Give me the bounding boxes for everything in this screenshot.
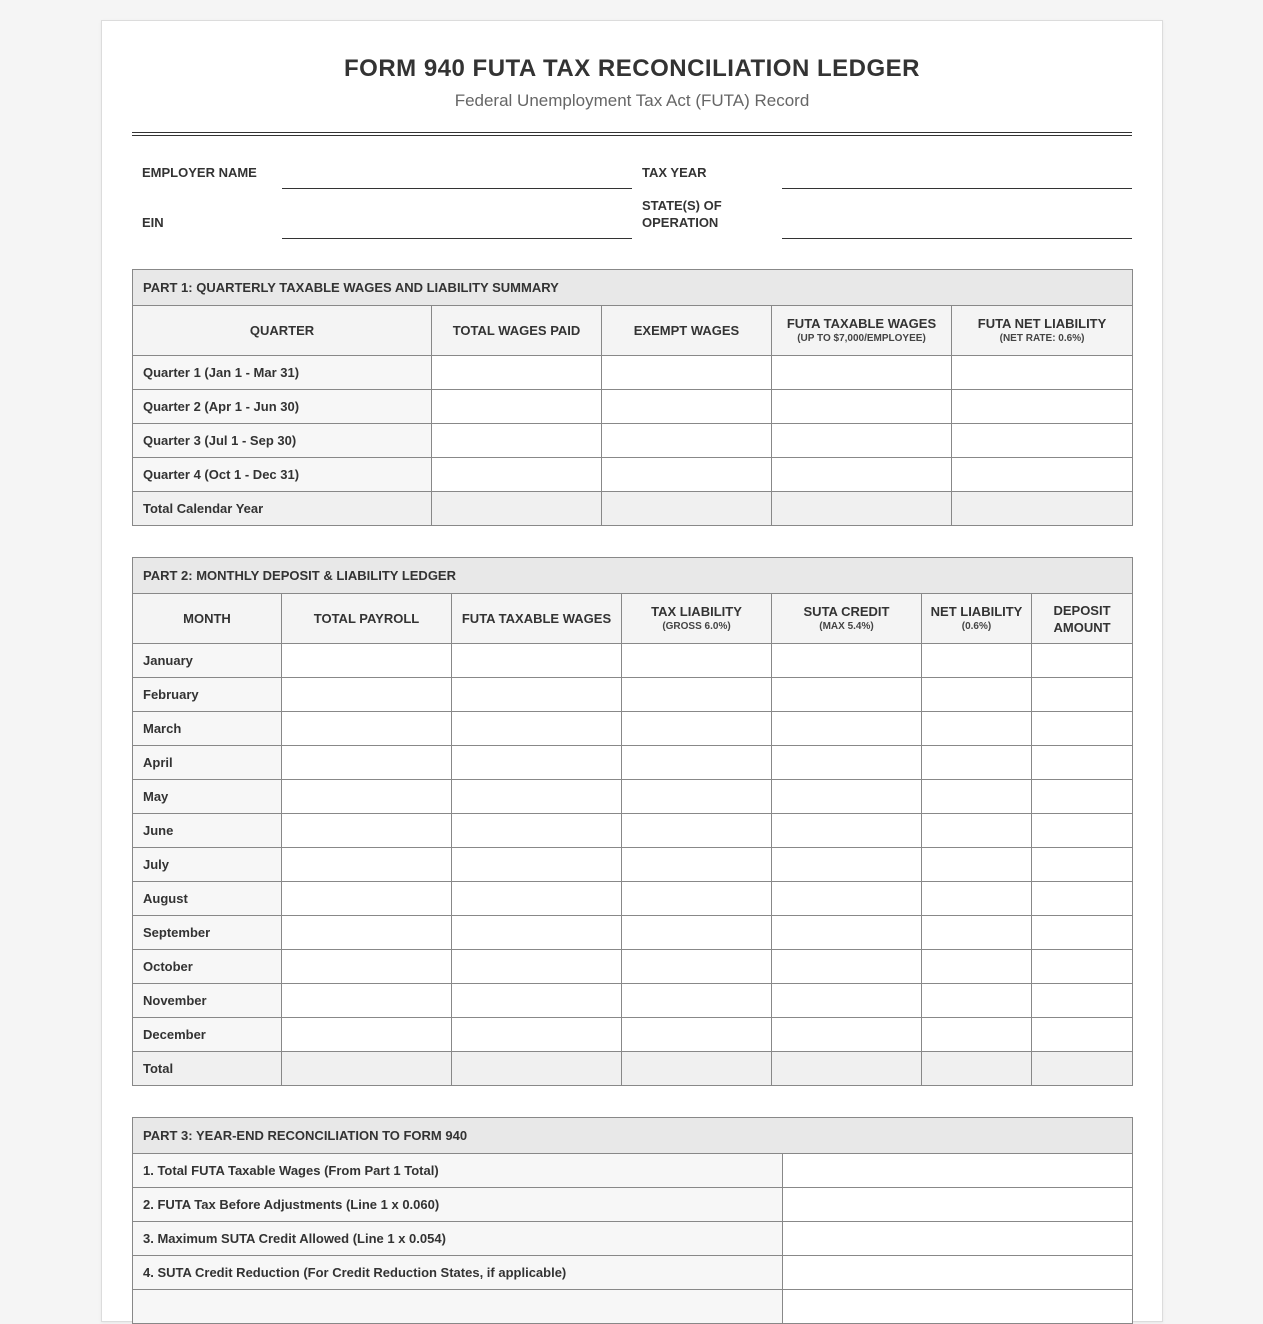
table-row [133,678,1133,712]
entry-cell[interactable] [952,390,1133,424]
entry-cell[interactable] [783,1188,1133,1222]
entry-cell[interactable] [622,678,772,712]
total-cell[interactable] [432,492,602,526]
row-label: February [133,678,282,712]
entry-cell[interactable] [772,984,922,1018]
form-subtitle: Federal Unemployment Tax Act (FUTA) Record [454,91,810,110]
entry-cell[interactable] [772,458,952,492]
row-label: March [133,712,282,746]
row-label: Total Calendar Year [133,492,432,526]
col-futa-net-liability [952,306,1133,356]
entry-cell[interactable] [922,746,1032,780]
entry-cell[interactable] [622,780,772,814]
entry-cell[interactable] [1032,814,1133,848]
col-futa-taxable-wages-label: FUTA TAXABLE WAGES [786,316,937,331]
row-label: Quarter 3 (Jul 1 - Sep 30) [133,424,432,458]
row-label: Quarter 2 (Apr 1 - Jun 30) [133,390,432,424]
table-row [133,848,1133,882]
part2-rows [133,644,1133,1086]
entry-cell[interactable] [922,712,1032,746]
entry-cell[interactable] [432,390,602,424]
entry-cell[interactable] [622,984,772,1018]
employer-name-label: EMPLOYER NAME [142,165,257,180]
row-label: December [133,1018,282,1052]
entry-cell[interactable] [772,814,922,848]
total-cell[interactable] [772,492,952,526]
table-row [133,1222,1133,1256]
table-row [133,984,1133,1018]
entry-cell[interactable] [602,390,772,424]
entry-cell[interactable] [922,678,1032,712]
table-row [133,390,1133,424]
row-label: May [133,780,282,814]
entry-cell[interactable] [452,644,622,678]
entry-cell[interactable] [622,1018,772,1052]
entry-cell[interactable] [282,814,452,848]
entry-cell[interactable] [432,458,602,492]
total-cell[interactable] [772,1052,922,1086]
form-page [101,20,1163,1322]
row-label: October [133,950,282,984]
entry-cell[interactable] [282,916,452,950]
entry-cell[interactable] [922,950,1032,984]
table-row [133,950,1133,984]
total-row [133,492,1133,526]
ein-field[interactable] [282,238,632,239]
entry-cell[interactable] [772,780,922,814]
entry-cell[interactable] [772,746,922,780]
entry-cell[interactable] [452,712,622,746]
ein-label: EIN [142,215,164,230]
total-cell[interactable] [452,1052,622,1086]
entry-cell[interactable] [1032,916,1133,950]
col-suta-credit [772,594,922,644]
entry-cell[interactable] [282,644,452,678]
table-row [133,1188,1133,1222]
col-quarter [133,306,432,356]
form-title: FORM 940 FUTA TAX RECONCILIATION LEDGER [344,55,920,82]
entry-cell[interactable] [783,1154,1133,1188]
entry-cell[interactable] [622,848,772,882]
states-field[interactable] [782,238,1132,239]
row-label: August [133,882,282,916]
col-suta-credit-sub: (MAX 5.4%) [819,621,874,632]
entry-cell[interactable] [622,814,772,848]
table-row [133,882,1133,916]
entry-cell[interactable] [772,916,922,950]
entry-cell[interactable] [772,882,922,916]
entry-cell[interactable] [1032,848,1133,882]
row-label: 2. FUTA Tax Before Adjustments (Line 1 x 0.060) [133,1188,783,1222]
entry-cell[interactable] [922,916,1032,950]
table-row [133,814,1133,848]
entry-cell[interactable] [952,424,1133,458]
row-label: 4. SUTA Credit Reduction (For Credit Reduction States, if applicable) [133,1256,783,1290]
total-cell[interactable] [282,1052,452,1086]
entry-cell[interactable] [622,950,772,984]
part1-title: PART 1: QUARTERLY TAXABLE WAGES AND LIABILITY SUMMARY [133,270,1133,306]
entry-cell[interactable] [772,390,952,424]
col-futa-taxable-wages [452,594,622,644]
table-row [133,746,1133,780]
entry-cell[interactable] [922,1018,1032,1052]
col-tax-liability-label: TAX LIABILITY [651,604,742,619]
col-tax-liability-sub: (GROSS 6.0%) [662,621,731,632]
entry-cell[interactable] [772,644,922,678]
entry-cell[interactable] [452,848,622,882]
col-deposit-amount-label: DEPOSIT AMOUNT [1053,602,1111,635]
entry-cell[interactable] [772,678,922,712]
entry-cell[interactable] [1032,746,1133,780]
col-net-liability [922,594,1032,644]
table-row [133,1018,1133,1052]
entry-cell[interactable] [282,678,452,712]
entry-cell[interactable] [783,1290,1133,1324]
col-total-wages-paid-label: TOTAL WAGES PAID [452,323,581,338]
col-futa-net-liability-sub: (NET RATE: 0.6%) [999,333,1085,344]
part2-title: PART 2: MONTHLY DEPOSIT & LIABILITY LEDGER [133,558,1133,594]
row-label: July [133,848,282,882]
table-row [133,1154,1133,1188]
total-cell[interactable] [622,1052,772,1086]
row-label: April [133,746,282,780]
table-row [133,644,1133,678]
entry-cell[interactable] [922,984,1032,1018]
table-row [133,712,1133,746]
col-total-payroll-label: TOTAL PAYROLL [313,611,420,626]
entry-cell[interactable] [922,814,1032,848]
entry-cell[interactable] [452,984,622,1018]
col-futa-taxable-wages-label: FUTA TAXABLE WAGES [461,611,612,626]
row-label [133,1290,783,1324]
entry-cell[interactable] [282,780,452,814]
col-futa-taxable-wages [772,306,952,356]
part3-title: PART 3: YEAR-END RECONCILIATION TO FORM 940 [133,1118,1133,1154]
entry-cell[interactable] [772,712,922,746]
entry-cell[interactable] [1032,644,1133,678]
entry-cell[interactable] [1032,950,1133,984]
entry-cell[interactable] [452,950,622,984]
table-row [133,458,1133,492]
row-label: June [133,814,282,848]
entry-cell[interactable] [922,848,1032,882]
entry-cell[interactable] [452,916,622,950]
entry-cell[interactable] [1032,984,1133,1018]
entry-cell[interactable] [452,746,622,780]
part3-table [132,1117,1133,1324]
entry-cell[interactable] [282,746,452,780]
total-row [133,1052,1133,1086]
total-cell[interactable] [602,492,772,526]
entry-cell[interactable] [622,746,772,780]
total-cell[interactable] [952,492,1133,526]
entry-cell[interactable] [432,424,602,458]
entry-cell[interactable] [1032,780,1133,814]
entry-cell[interactable] [772,1018,922,1052]
entry-cell[interactable] [922,644,1032,678]
row-label: November [133,984,282,1018]
entry-cell[interactable] [622,644,772,678]
table-row [133,1256,1133,1290]
col-futa-net-liability-label: FUTA NET LIABILITY [977,316,1107,331]
table-row [133,356,1133,390]
entry-cell[interactable] [452,678,622,712]
col-exempt-wages-label: EXEMPT WAGES [633,323,740,338]
entry-cell[interactable] [622,916,772,950]
entry-cell[interactable] [772,848,922,882]
col-net-liability-sub: (0.6%) [961,621,992,632]
entry-cell[interactable] [452,1018,622,1052]
table-row [133,1290,1133,1324]
row-label: September [133,916,282,950]
table-row [133,424,1133,458]
row-label: Quarter 4 (Oct 1 - Dec 31) [133,458,432,492]
entry-cell[interactable] [772,424,952,458]
total-cell[interactable] [922,1052,1032,1086]
entry-cell[interactable] [282,882,452,916]
entry-cell[interactable] [922,882,1032,916]
entry-cell[interactable] [922,780,1032,814]
tax-year-label: TAX YEAR [642,165,707,180]
col-quarter-label: QUARTER [249,323,315,338]
entry-cell[interactable] [772,950,922,984]
entry-cell[interactable] [602,424,772,458]
entry-cell[interactable] [282,712,452,746]
table-row [133,916,1133,950]
entry-cell[interactable] [602,458,772,492]
entry-cell[interactable] [1032,678,1133,712]
entry-cell[interactable] [622,882,772,916]
entry-cell[interactable] [783,1256,1133,1290]
row-label: January [133,644,282,678]
entry-cell[interactable] [282,950,452,984]
entry-cell[interactable] [952,458,1133,492]
row-label: Total [133,1052,282,1086]
col-total-payroll [282,594,452,644]
col-deposit-amount [1032,594,1133,644]
entry-cell[interactable] [282,984,452,1018]
entry-cell[interactable] [1032,712,1133,746]
row-label: Quarter 1 (Jan 1 - Mar 31) [133,356,432,390]
employer-name-field[interactable] [282,188,632,189]
row-label: 1. Total FUTA Taxable Wages (From Part 1 Total) [133,1154,783,1188]
tax-year-field[interactable] [782,188,1132,189]
part1-table [132,269,1133,526]
entry-cell[interactable] [452,882,622,916]
entry-cell[interactable] [783,1222,1133,1256]
total-cell[interactable] [1032,1052,1133,1086]
entry-cell[interactable] [432,356,602,390]
table-row [133,780,1133,814]
col-month [133,594,282,644]
col-net-liability-label: NET LIABILITY [930,604,1023,619]
entry-cell[interactable] [452,814,622,848]
entry-cell[interactable] [282,1018,452,1052]
states-label [642,197,722,231]
entry-cell[interactable] [1032,882,1133,916]
entry-cell[interactable] [772,356,952,390]
entry-cell[interactable] [1032,1018,1133,1052]
entry-cell[interactable] [622,712,772,746]
row-label: 3. Maximum SUTA Credit Allowed (Line 1 x 0.054) [133,1222,783,1256]
header-divider [132,132,1132,136]
states-label-line2: OPERATION [642,215,719,230]
col-futa-taxable-wages-sub: (UP TO $7,000/EMPLOYEE) [797,333,926,344]
entry-cell[interactable] [602,356,772,390]
col-exempt-wages [602,306,772,356]
entry-cell[interactable] [282,848,452,882]
entry-cell[interactable] [952,356,1133,390]
col-suta-credit-label: SUTA CREDIT [803,604,890,619]
col-total-wages-paid [432,306,602,356]
col-tax-liability [622,594,772,644]
entry-cell[interactable] [452,780,622,814]
states-label-line1: STATE(S) OF [642,198,722,213]
part2-table [132,557,1133,1086]
col-month-label: MONTH [183,611,231,626]
